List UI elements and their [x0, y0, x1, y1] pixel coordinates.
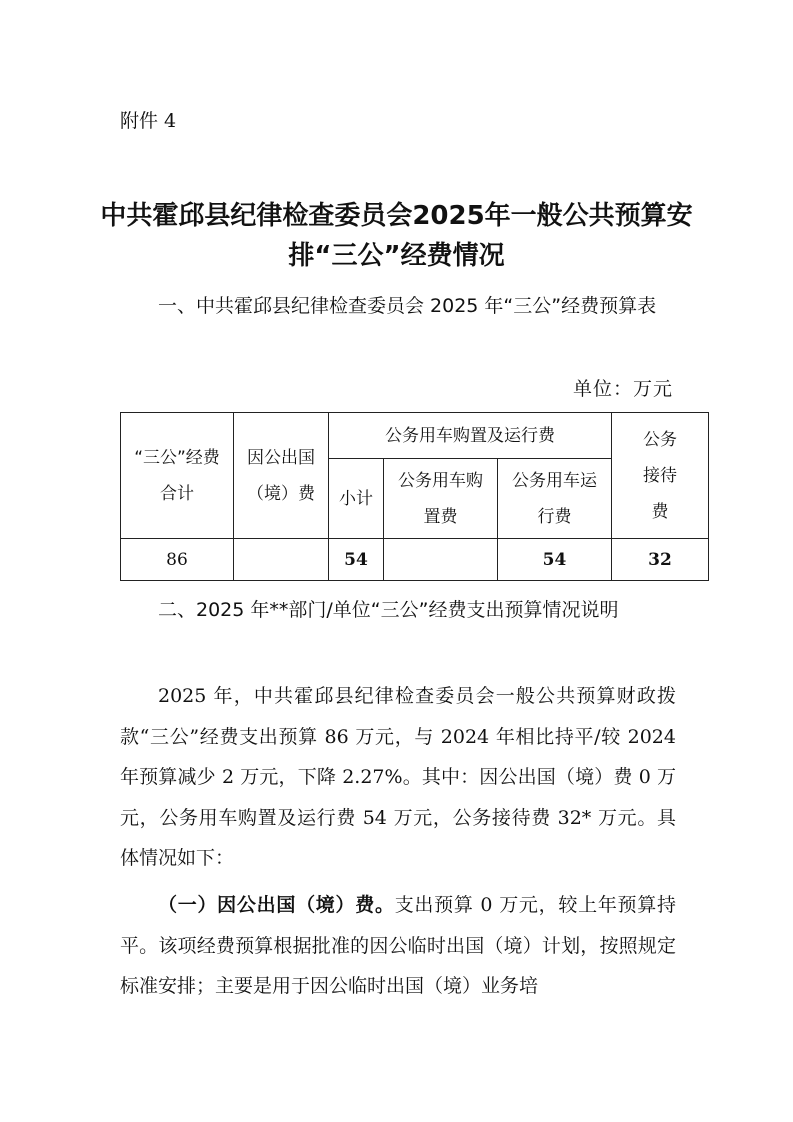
cell-operation: 54 — [498, 539, 612, 581]
cell-total: 86 — [121, 539, 234, 581]
header-purchase: 公务用车购置费 — [384, 459, 498, 539]
header-vehicle-group: 公务用车购置及运行费 — [329, 413, 612, 459]
cell-subtotal: 54 — [329, 539, 384, 581]
title-line-1: 中共霍邱县纪律检查委员会2025年一般公共预算安 — [100, 201, 693, 231]
section-1-heading: 一、中共霍邱县纪律检查委员会 2025 年“三公”经费预算表 — [158, 295, 657, 317]
header-abroad: 因公出国（境）费 — [234, 413, 329, 539]
header-subtotal: 小计 — [329, 459, 384, 539]
cell-reception: 32 — [612, 539, 709, 581]
budget-table — [120, 412, 709, 581]
attachment-label: 附件 4 — [120, 110, 177, 132]
paragraph-abroad-lead: （一）因公出国（境）费。 — [158, 894, 395, 916]
section-2-heading: 二、2025 年**部门/单位“三公”经费支出预算情况说明 — [158, 599, 619, 621]
cell-abroad — [234, 539, 329, 581]
header-total: “三公”经费合计 — [121, 413, 234, 539]
header-reception: 公务接待费 — [612, 413, 709, 539]
header-operation: 公务用车运行费 — [498, 459, 612, 539]
paragraph-summary: 2025 年，中共霍邱县纪律检查委员会一般公共预算财政拨款“三公”经费支出预算 86 万元，与 2024 年相比持平/较 2024 年预算减少 2 万元，下降 2.27%。其中：因公出国（境）费 0 万元，公务用车购置及运行费 54 万元，公务接待费 32* 万元。具体情况如下： — [120, 685, 676, 869]
paragraph-abroad-body: 支出预算 0 万元，较上年预算持平。该项经费预算根据批准的因公临时出国（境）计划，按照规定标准安排；主要是用于因公临时出国（境）业务培 — [120, 894, 676, 997]
document-title — [100, 196, 693, 276]
title-line-2: 排“三公”经费情况 — [288, 241, 505, 271]
cell-purchase — [384, 539, 498, 581]
unit-label: 单位：万元 — [572, 378, 673, 400]
paragraph-abroad — [120, 885, 676, 1007]
